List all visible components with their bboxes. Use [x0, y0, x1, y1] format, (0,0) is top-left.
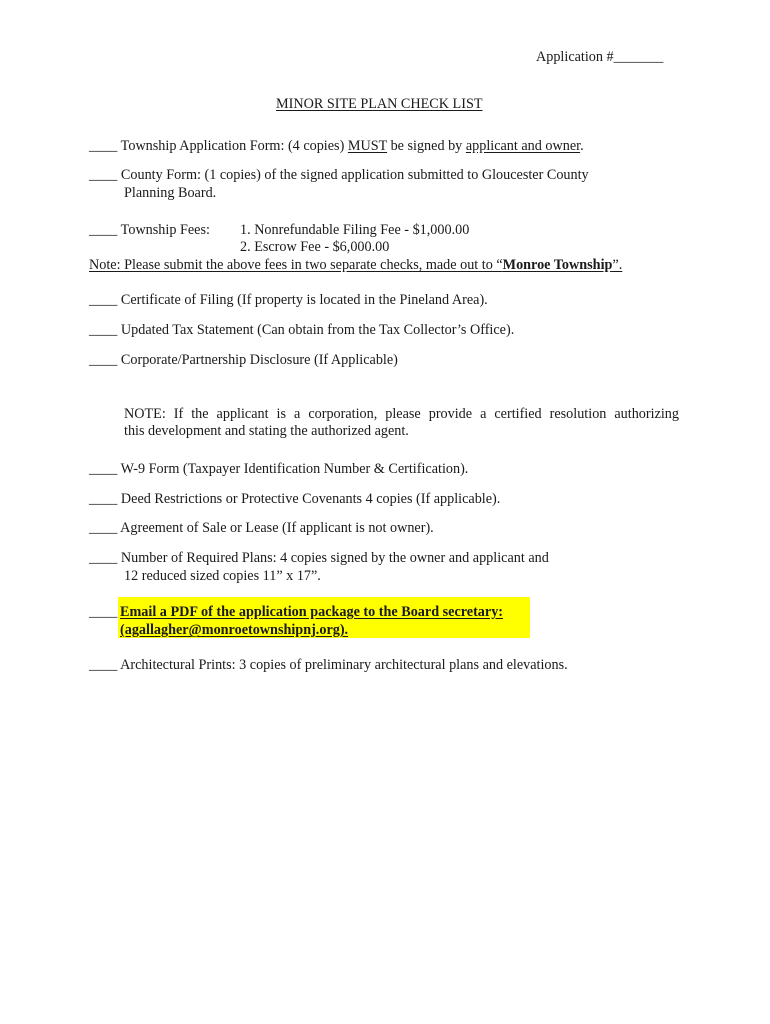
checklist-item-w9: [89, 460, 468, 478]
checklist-item-agreement: [89, 519, 434, 537]
deed-text: Deed Restrictions or Protective Covenants 4 copies (If applicable).: [120, 491, 501, 507]
checkbox-blank: ____: [89, 491, 118, 507]
tax-statement-text: Updated Tax Statement (Can obtain from the Tax Collector’s Office).: [120, 322, 515, 338]
payee-name: Monroe Township: [502, 257, 613, 273]
township-fees-label: Township Fees:: [120, 222, 210, 238]
certificate-text: Certificate of Filing (If property is located in the Pineland Area).: [120, 292, 488, 308]
checkbox-blank: ____: [89, 604, 118, 620]
county-form-line1: County Form: (1 copies) of the signed application submitted to Gloucester County: [120, 167, 589, 183]
checkbox-blank: ____: [89, 138, 118, 154]
application-number-blank: _______: [613, 49, 664, 65]
checkbox-blank: ____: [89, 520, 118, 536]
architectural-text: Architectural Prints: 3 copies of preliminary architectural plans and elevations.: [120, 657, 568, 673]
checkbox-blank: ____: [89, 222, 118, 238]
checklist-item-architectural: [89, 656, 568, 674]
email-instruction: Email a PDF of the application package to the Board secretary:: [120, 604, 504, 620]
checklist-item-deed: [89, 490, 500, 508]
checklist-item-township-form: [89, 137, 584, 155]
checklist-item-disclosure: [89, 351, 398, 369]
application-label: Application #: [536, 49, 614, 65]
county-form-line2: Planning Board.: [124, 185, 217, 201]
disclosure-text: Corporate/Partnership Disclosure (If Applicable): [120, 352, 398, 368]
plans-line2: 12 reduced sized copies 11” x 17”.: [124, 568, 321, 584]
escrow-fee: 2. Escrow Fee - $6,000.00: [240, 239, 390, 255]
township-form-end: .: [580, 138, 584, 154]
corporation-note-line1: NOTE: If the applicant is a corporation, please provide a certified resolution authorizing: [124, 406, 679, 422]
corporation-note-line2: this development and stating the authorized agent.: [124, 423, 409, 439]
board-secretary-email: (agallagher@monroetownshipnj.org).: [120, 622, 349, 638]
w9-text: W-9 Form (Taxpayer Identification Number & Certification).: [120, 461, 469, 477]
township-form-mid: be signed by: [387, 138, 466, 154]
checklist-item-county-form: [89, 166, 589, 184]
checkbox-blank: ____: [89, 461, 118, 477]
application-number-field: [536, 48, 663, 66]
township-form-text: Township Application Form: (4 copies): [120, 138, 348, 154]
fees-note-text: Note: Please submit the above fees in two separate checks, made out to “: [89, 257, 503, 273]
checklist-item-township-fees: [89, 221, 210, 239]
agreement-text: Agreement of Sale or Lease (If applicant is not owner).: [120, 520, 434, 536]
checkbox-blank: ____: [89, 352, 118, 368]
signers-text: applicant and owner: [465, 138, 581, 154]
checkbox-blank: ____: [89, 167, 118, 183]
fees-note: [89, 256, 622, 274]
must-emphasis: MUST: [347, 138, 388, 154]
fees-note-end: ”.: [612, 257, 623, 273]
checkbox-blank: ____: [89, 550, 118, 566]
checkbox-blank: ____: [89, 292, 118, 308]
checklist-item-certificate: [89, 291, 488, 309]
checkbox-blank: ____: [89, 322, 118, 338]
checkbox-blank: ____: [89, 657, 118, 673]
checklist-item-plans: [89, 549, 549, 567]
plans-line1: Number of Required Plans: 4 copies signed by the owner and applicant and: [120, 550, 549, 566]
checklist-item-tax-statement: [89, 321, 514, 339]
page-title: MINOR SITE PLAN CHECK LIST: [276, 96, 483, 112]
filing-fee: 1. Nonrefundable Filing Fee - $1,000.00: [240, 222, 470, 238]
